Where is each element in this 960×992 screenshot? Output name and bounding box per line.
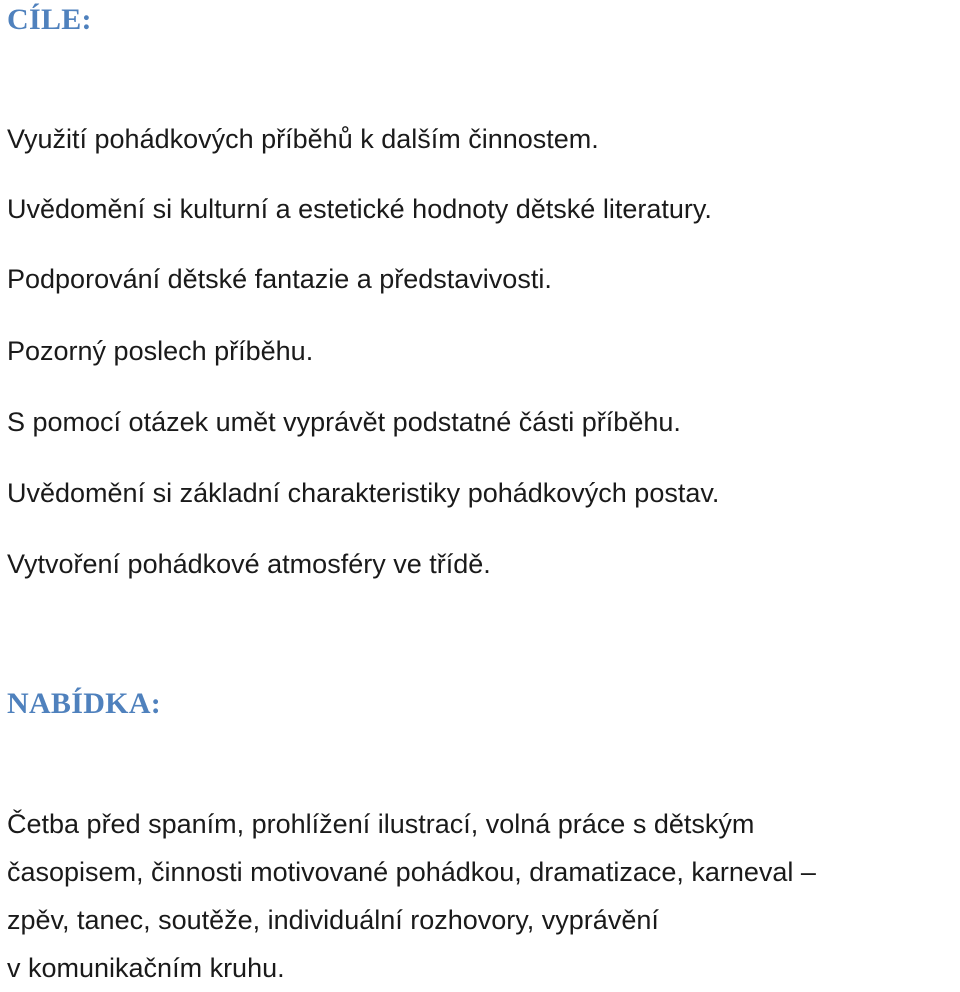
offer-line: časopisem, činnosti motivované pohádkou, dramatizace, karneval – [7,857,816,887]
offer-paragraph [7,800,957,992]
goal-item: S pomocí otázek umět vyprávět podstatné části příběhu. [7,407,681,437]
goals-heading: CÍLE: [7,3,92,36]
offer-line: zpěv, tanec, soutěže, individuální rozhovory, vyprávění [7,905,659,935]
goal-item: Vytvoření pohádkové atmosféry ve třídě. [7,549,491,579]
offer-line: v komunikačním kruhu. [7,953,285,983]
goal-item: Uvědomění si základní charakteristiky pohádkových postav. [7,478,720,508]
goal-item: Pozorný poslech příběhu. [7,336,314,366]
offer-line: Četba před spaním, prohlížení ilustrací, volná práce s dětským [7,809,755,839]
goal-item: Uvědomění si kulturní a estetické hodnoty dětské literatury. [7,194,712,224]
goal-item: Podporování dětské fantazie a představivosti. [7,264,552,294]
goal-item: Využití pohádkových příběhů k dalším činnostem. [7,124,599,154]
offer-heading: NABÍDKA: [7,687,162,720]
